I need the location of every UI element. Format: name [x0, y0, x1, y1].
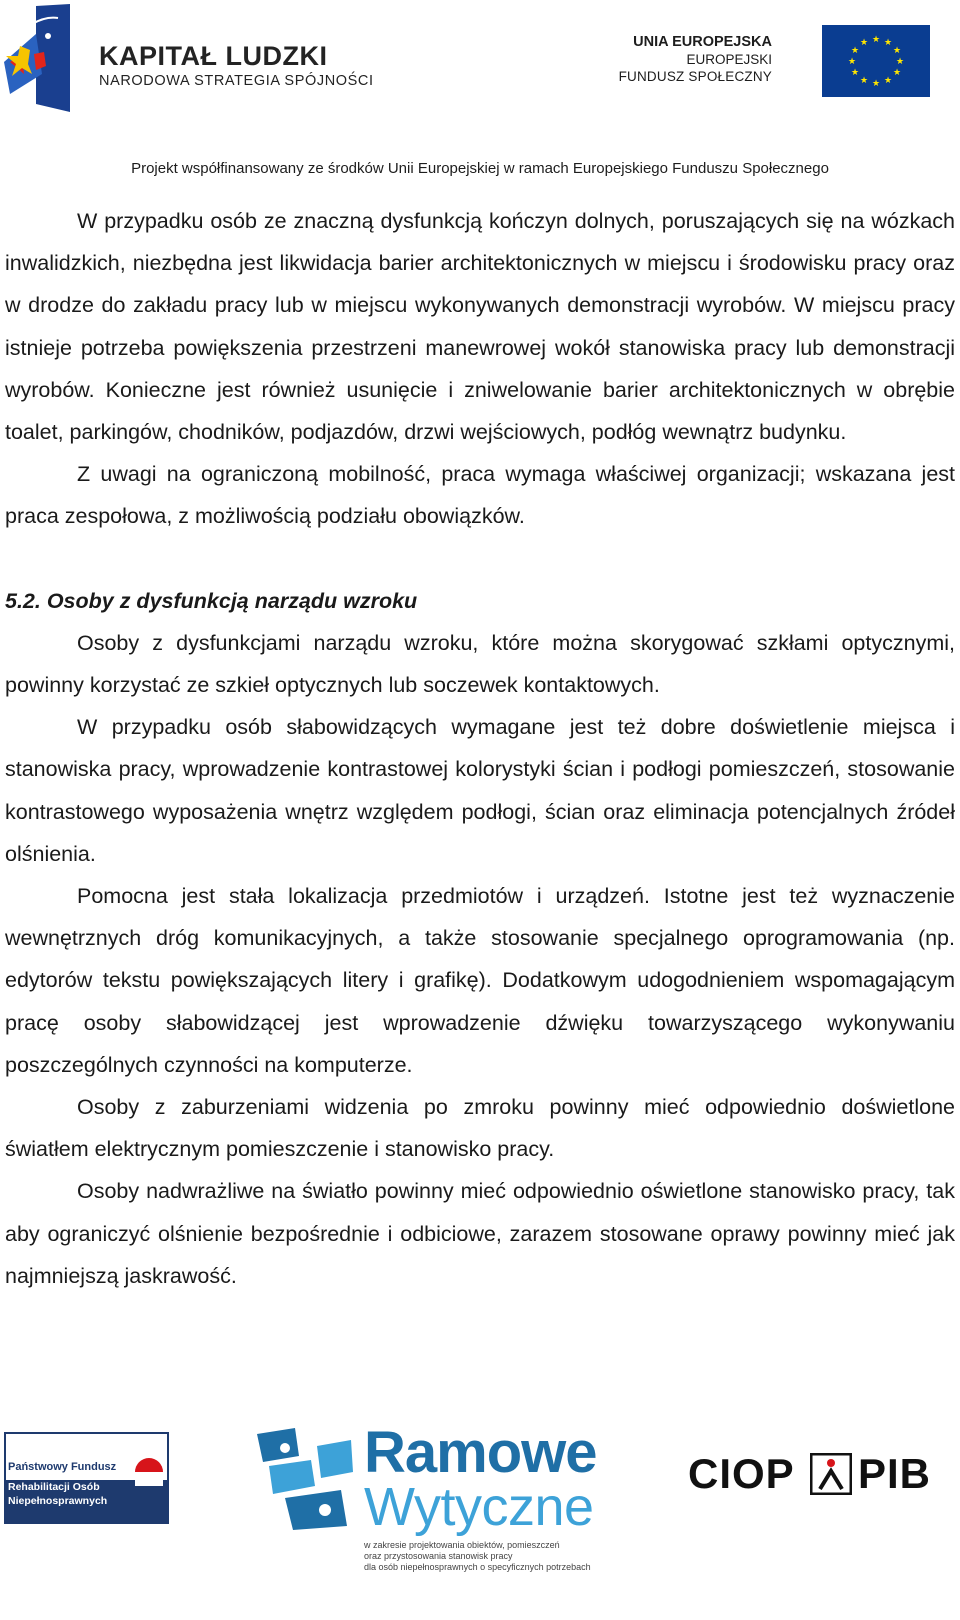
pfron-text — [8, 1460, 116, 1508]
ciop-person-icon — [810, 1453, 852, 1495]
pfron-line-3: Niepełnosprawnych — [8, 1495, 108, 1507]
svg-text:★: ★ — [871, 35, 881, 45]
rw-subtitle-line: w zakresie projektowania obiektów, pomieszczeń — [364, 1540, 560, 1550]
ciop-text: CIOP — [688, 1450, 795, 1497]
kapital-ludzki-logo — [2, 4, 72, 114]
rw-title-2: Wytyczne — [364, 1477, 594, 1537]
rw-title-1: Ramowe — [364, 1420, 597, 1485]
svg-text:★: ★ — [895, 57, 905, 67]
svg-text:★: ★ — [847, 57, 857, 67]
pfron-line-2: Rehabilitacji Osób — [8, 1481, 100, 1493]
eu-line-1: UNIA EUROPEJSKA — [633, 34, 772, 50]
paragraph: Osoby nadwrażliwe na światło powinny mieć odpowiednio oświetlone stanowisko pracy, tak aby ograniczyć olśnienie bezpośrednie i odbiciowe, zarazem stosowane oprawy powinny mieć jak najmniejszą jaskrawość. — [5, 1179, 955, 1288]
paragraph: Pomocna jest stała lokalizacja przedmiotów i urządzeń. Istotne jest też wyznaczenie wewnętrznych dróg komunikacyjnych, a także stosowanie specjalnego oprogramowania (np. edytorów tekstu powiększających litery i grafikę). Dodatkowym udogodnieniem wspomagającym pracę osoby słabowidzącej jest wprowadzenie dźwięku towarzyszącego wykonywaniu poszczególnych czynności na komputerze. — [5, 884, 955, 1077]
kapital-ludzki-text — [99, 42, 374, 89]
paragraph: Z uwagi na ograniczoną mobilność, praca wymaga właściwej organizacji; wskazana jest praca zespołowa, z możliwością podziału obowiązków. — [5, 462, 955, 529]
paragraph: W przypadku osób ze znaczną dysfunkcją kończyn dolnych, poruszających się na wózkach inwalidzkich, niezbędna jest likwidacja barier architektonicznych w miejscu i środowisku pracy oraz w drodze do zakładu pracy lub w miejscu wykonywanych demonstracji wyrobów. W miejscu pracy istnieje potrzeba powiększenia przestrzeni manewrowej wokół stanowiska pracy lub demonstracji wyrobów. Konieczne jest również usunięcie i zniwelowanie barier architektonicznych w obrębie toalet, parkingów, chodników, podjazdów, drzwi wejściowych, podłóg wewnątrz budynku. — [5, 209, 955, 445]
section-heading: 5.2. Osoby z dysfunkcją narządu wzroku — [5, 588, 418, 613]
svg-text:★: ★ — [850, 68, 860, 78]
eu-line-2: EUROPEJSKI — [686, 52, 772, 67]
svg-text:★: ★ — [883, 76, 893, 86]
svg-text:★: ★ — [850, 46, 860, 56]
svg-text:★: ★ — [892, 68, 902, 78]
kl-title: KAPITAŁ LUDZKI — [99, 41, 328, 71]
rw-subtitle-line: dla osób niepełnosprawnych o specyficznych potrzebach — [364, 1562, 591, 1572]
ramowe-wytyczne-graphic — [255, 1426, 355, 1532]
rw-subtitle — [364, 1540, 591, 1573]
svg-text:★: ★ — [859, 38, 869, 48]
page-footer — [0, 1420, 960, 1620]
pib-text: PIB — [858, 1450, 932, 1497]
svg-text:★: ★ — [892, 46, 902, 56]
eu-line-3: FUNDUSZ SPOŁECZNY — [618, 69, 772, 84]
svg-text:★: ★ — [883, 38, 893, 48]
document-content — [5, 200, 955, 1297]
paragraph: Osoby z dysfunkcjami narządu wzroku, które można skorygować szkłami optycznymi, powinny korzystać ze szkieł optycznych lub soczewek kontaktowych. — [5, 630, 955, 698]
svg-text:★: ★ — [859, 76, 869, 86]
eu-flag-icon — [822, 25, 930, 97]
paragraph: W przypadku osób słabowidzących wymagane jest też dobre doświetlenie miejsca i stanowiska pracy, wprowadzenie kontrastowej kolorystyki ścian i podłogi pomieszczeń, stosowanie kontrastowego wyposażenia wnętrz względem podłogi, ścian oraz eliminacja potencjalnych źródeł olśnienia. — [5, 715, 955, 866]
kl-subtitle: NARODOWA STRATEGIA SPÓJNOŚCI — [99, 73, 374, 89]
rw-subtitle-line: oraz przystosowania stanowisk pracy — [364, 1551, 513, 1561]
eu-text — [619, 34, 772, 85]
paragraph: Osoby z zaburzeniami widzenia po zmroku powinny mieć odpowiednio doświetlone światłem elektrycznym pomieszczenie i stanowisko pracy. — [5, 1095, 955, 1162]
page-header — [0, 0, 960, 190]
svg-text:★: ★ — [871, 79, 881, 89]
pfron-line-1: Państwowy Fundusz — [8, 1461, 117, 1473]
project-cofinancing-line: Projekt współfinansowany ze środków Unii Europejskiej w ramach Europejskiego Funduszu Społecznego — [131, 160, 829, 177]
